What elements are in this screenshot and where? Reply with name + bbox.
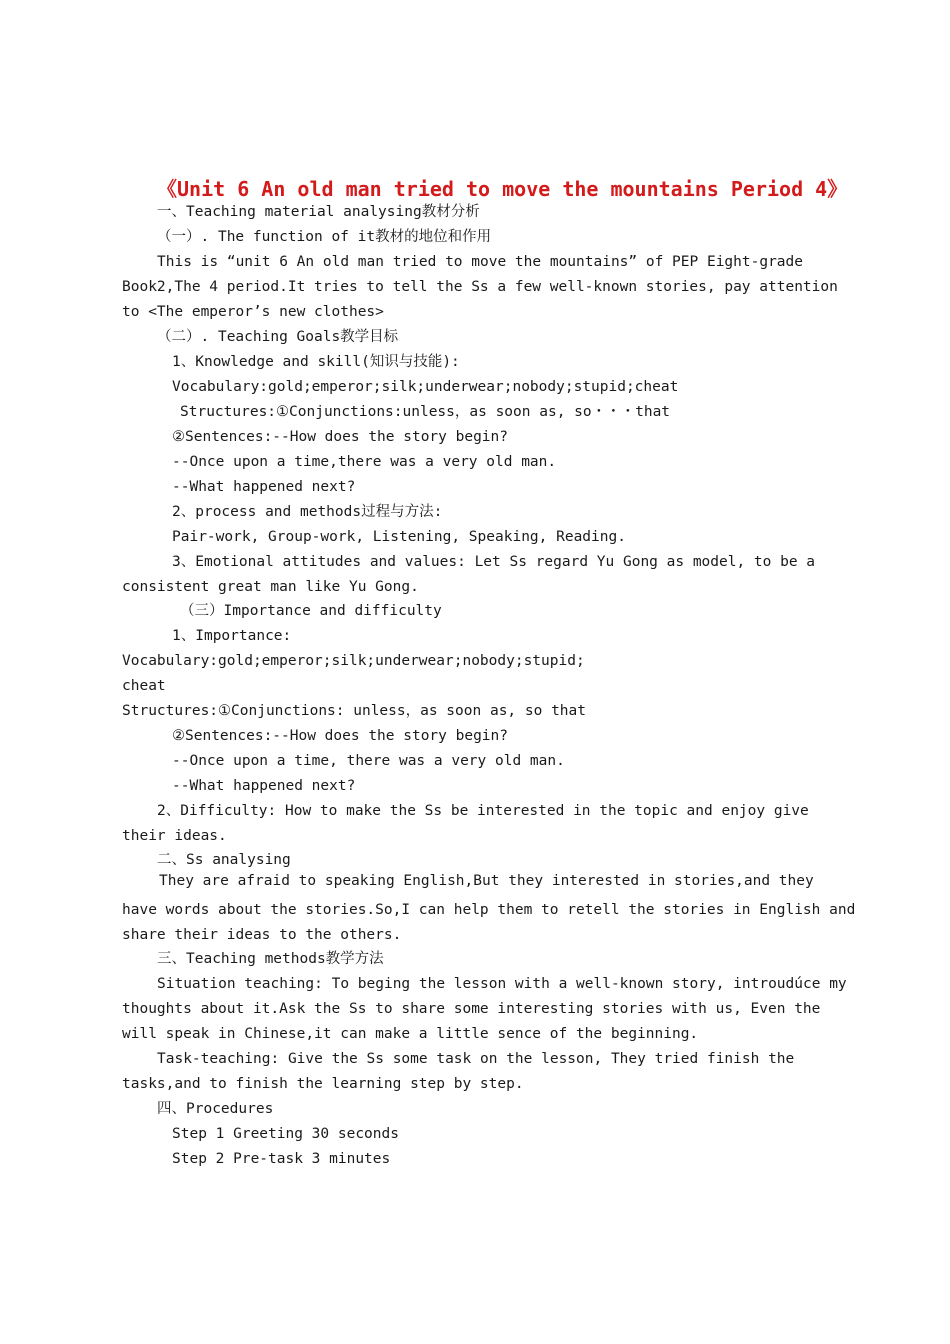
list-item: 1、Knowledge and skill(知识与技能): [172, 354, 460, 370]
subsection-heading: （二）. Teaching Goals教学目标 [157, 329, 399, 345]
subsection-heading: （一）. The function of it教材的地位和作用 [157, 229, 492, 245]
paragraph-line: Pair-work, Group-work, Listening, Speaking, Reading. [172, 529, 626, 545]
list-item: 2、process and methods过程与方法: [172, 504, 443, 520]
section-heading-4: 四、Procedures [157, 1101, 274, 1117]
section-heading-1: 一、Teaching material analysing教材分析 [157, 204, 480, 220]
list-item: 3、Emotional attitudes and values: Let Ss regard Yu Gong as model, to be a [172, 554, 816, 570]
section-heading-3: 三、Teaching methods教学方法 [157, 951, 384, 967]
paragraph-line: --Once upon a time, there was a very old man. [172, 753, 565, 769]
paragraph-line: ②Sentences:--How does the story begin? [172, 728, 508, 744]
paragraph-line: Situation teaching: To beging the lesson with a well-known story, introudúce my [157, 976, 847, 992]
paragraph-line: --What happened next? [172, 479, 356, 495]
paragraph-line: Structures:①Conjunctions:unless，as soon as, so・・・that [180, 404, 671, 420]
document-title: 《Unit 6 An old man tried to move the mountains Period 4》 [157, 177, 848, 201]
paragraph-line: They are afraid to speaking English,But they interested in stories,and they [159, 873, 814, 889]
list-item: 2、Difficulty: How to make the Ss be interested in the topic and enjoy give [157, 803, 809, 819]
paragraph-line: will speak in Chinese,it can make a little sence of the beginning. [122, 1026, 699, 1042]
procedure-step: Step 1 Greeting 30 seconds [172, 1126, 399, 1142]
paragraph-line: consistent great man like Yu Gong. [122, 579, 419, 595]
paragraph-line: tasks,and to finish the learning step by step. [122, 1076, 524, 1092]
subsection-heading: （三）Importance and difficulty [180, 603, 442, 619]
list-item: 1、Importance: [172, 628, 292, 644]
paragraph-line: share their ideas to the others. [122, 927, 402, 943]
paragraph-line: have words about the stories.So,I can help them to retell the stories in English and [122, 902, 856, 918]
paragraph-line: Structures:①Conjunctions: unless，as soon as, so that [122, 703, 586, 719]
paragraph-line: to <The emperor’s new clothes> [122, 304, 384, 320]
procedure-step: Step 2 Pre-task 3 minutes [172, 1151, 391, 1167]
section-heading-2: 二、Ss analysing [157, 852, 291, 868]
paragraph-line: ②Sentences:--How does the story begin? [172, 429, 508, 445]
paragraph-line: This is “unit 6 An old man tried to move the mountains” of PEP Eight-grade [157, 254, 804, 270]
paragraph-line: Book2,The 4 period.It tries to tell the Ss a few well-known stories, pay attention [122, 279, 838, 295]
paragraph-line: Vocabulary:gold;emperor;silk;underwear;nobody;stupid; [122, 653, 585, 669]
paragraph-line: --Once upon a time,there was a very old man. [172, 454, 557, 470]
paragraph-line: thoughts about it.Ask the Ss to share some interesting stories with us, Even the [122, 1001, 821, 1017]
paragraph-line: Vocabulary:gold;emperor;silk;underwear;nobody;stupid;cheat [172, 379, 679, 395]
paragraph-line: cheat [122, 678, 166, 694]
paragraph-line: --What happened next? [172, 778, 356, 794]
paragraph-line: their ideas. [122, 828, 227, 844]
paragraph-line: Task-teaching: Give the Ss some task on the lesson, They tried finish the [157, 1051, 795, 1067]
